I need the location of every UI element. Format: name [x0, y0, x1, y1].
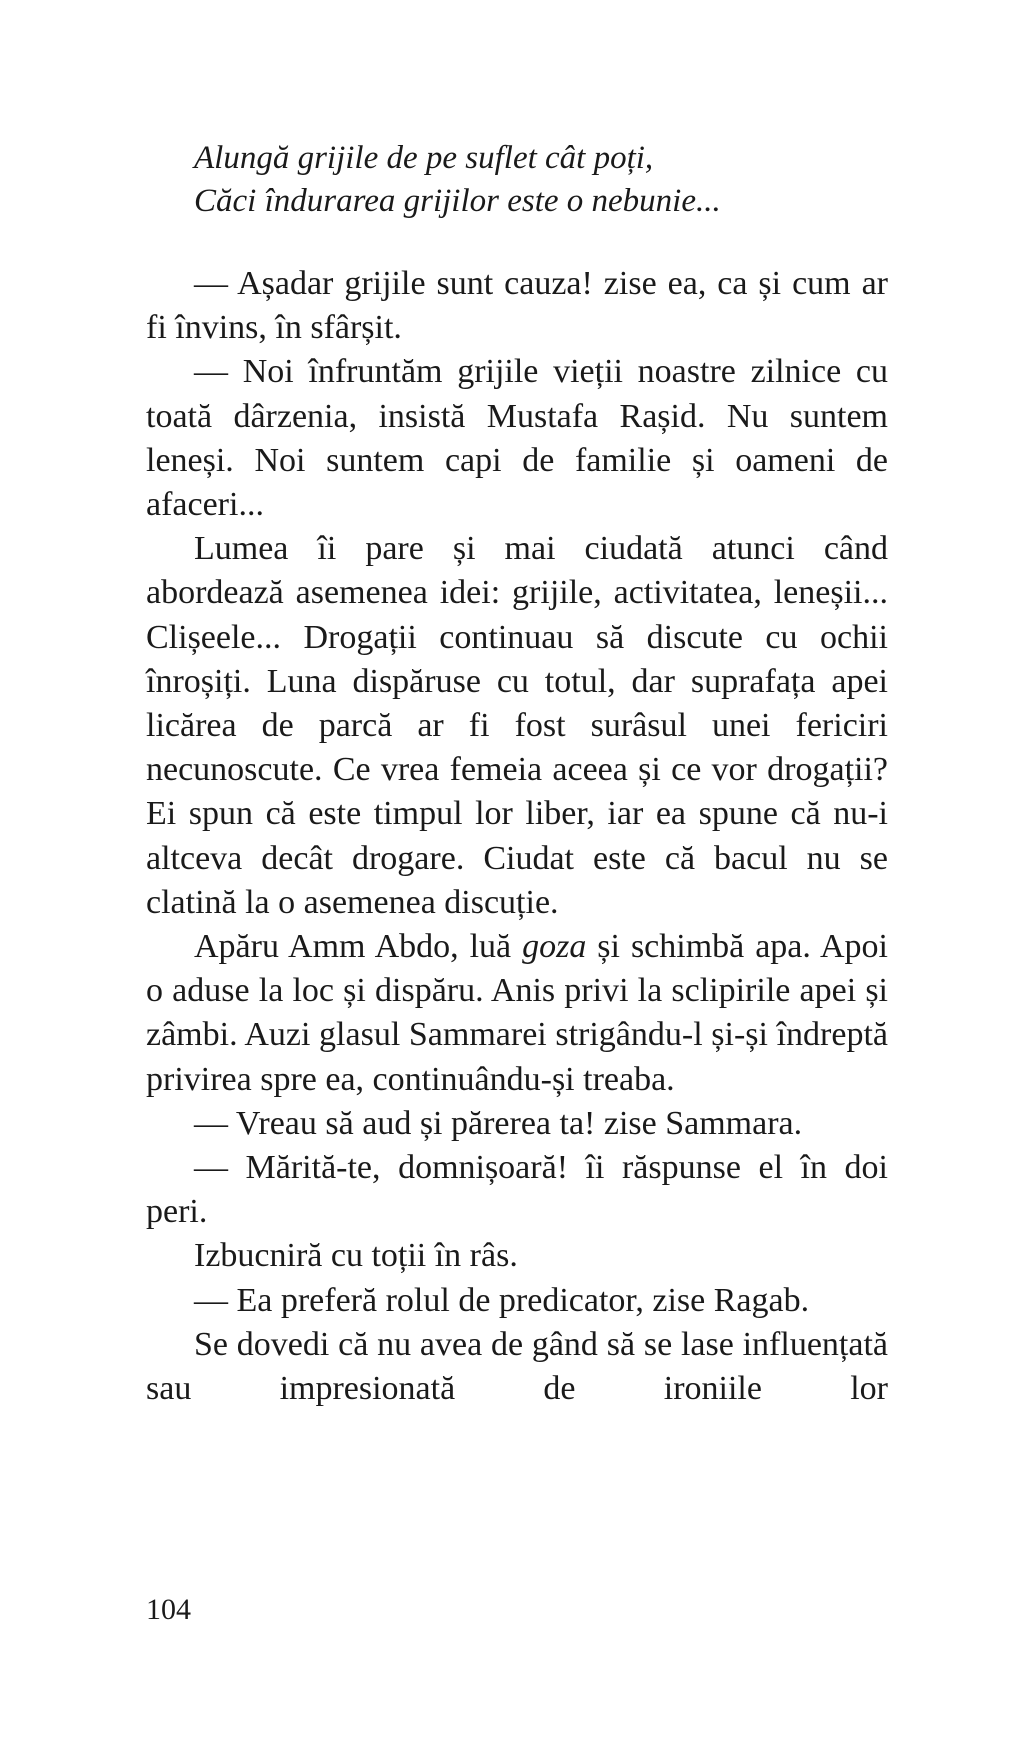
paragraph-4-start: Apăru Amm Abdo, luă	[194, 928, 523, 966]
paragraph-4-end: și schimbă apa. Apoi o aduse la loc și dispăru. Anis privi la sclipirile apei și zâmbi. Auzi glasul Sammarei strigându-l și-și îndreptă privirea spre ea, continuându-și treaba.	[146, 928, 888, 1098]
paragraph-1: — Așadar grijile sunt cauza! zise ea, ca și cum ar fi învins, în sfârșit.	[146, 265, 888, 347]
paragraph-2: — Noi înfruntăm grijile vieții noastre zilnice cu toată dârzenia, insistă Mustafa Rașid. Nu suntem leneși. Noi suntem capi de familie și oameni de afaceri...	[146, 353, 888, 524]
verse-line-2: Căci îndurarea grijilor este o nebunie...	[194, 183, 721, 219]
paragraph-3: Lumea îi pare și mai ciudată atunci când abordează asemenea idei: grijile, activitatea, leneșii... Clișeele... Drogații continuau să discute cu ochii înroșiți. Luna dispăruse cu totul, dar suprafața apei licărea de parcă ar fi fost surâsul unei fericiri necunoscute. Ce vrea femeia aceea și ce vor drogații? Ei spun că este timpul lor liber, iar ea spune că nu-i altceva decât drogare. Ciudat este că bacul nu se clatină la o asemenea discuție.	[146, 530, 888, 921]
paragraph-4-italic-word: goza	[522, 928, 587, 966]
page-number: 104	[146, 1593, 191, 1626]
body-text	[146, 262, 888, 1411]
paragraph-5: — Vreau să aud și părerea ta! zise Sammara.	[194, 1104, 803, 1142]
paragraph-8: — Ea preferă rolul de predicator, zise Ragab.	[194, 1281, 810, 1319]
verse-line-1: Alungă grijile de pe suflet cât poți,	[194, 140, 654, 176]
paragraph-4	[146, 925, 888, 1102]
paragraph-6: — Mărită-te, domnișoară! îi răspunse el în doi peri.	[146, 1149, 888, 1231]
paragraph-7: Izbucniră cu toții în râs.	[194, 1237, 518, 1275]
paragraph-9: Se dovedi că nu avea de gând să se lase influențată sau impresionată de ironiile lor	[146, 1325, 888, 1408]
verse-quote	[194, 137, 894, 223]
